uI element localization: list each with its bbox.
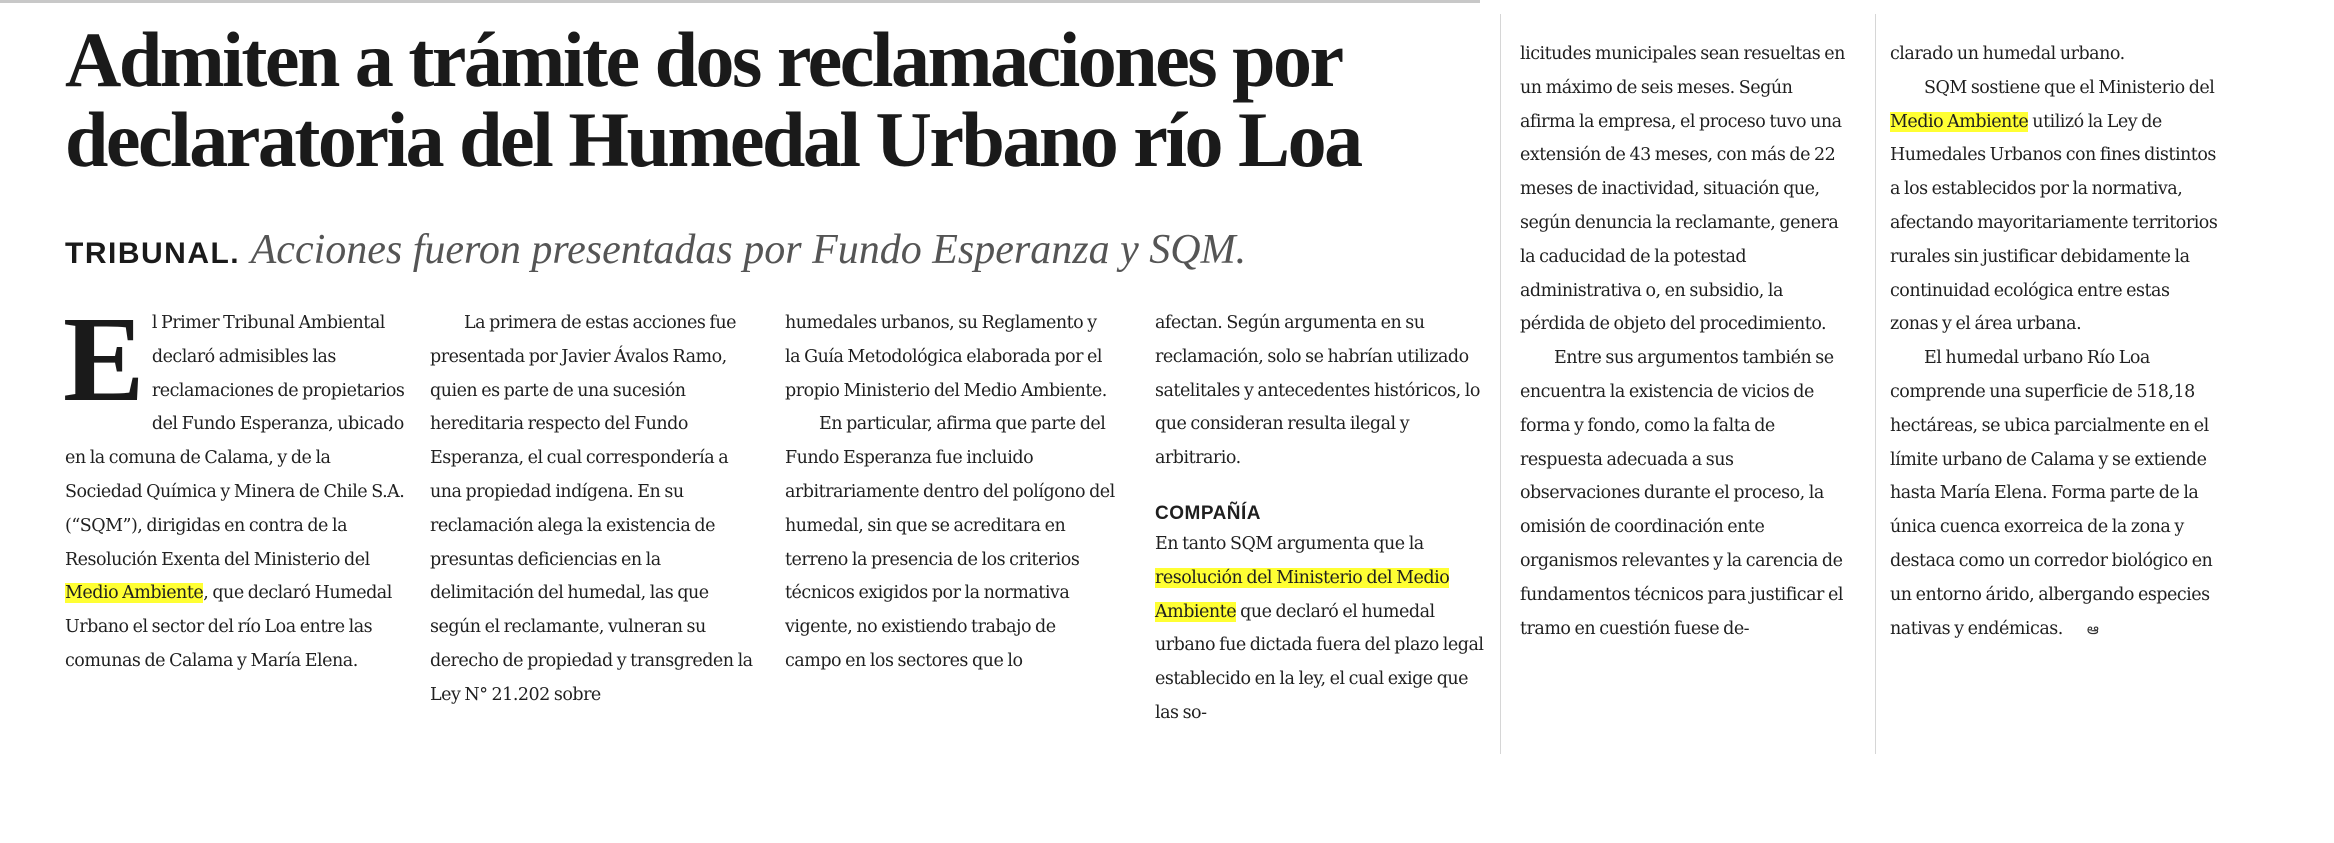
text-run: En particular, afirma que parte del Fundo Esperanza fue incluido arbitrariamente dentro del polígono del humedal, sin que se acreditara en terreno la presencia de los criterios técnicos exigidos por la normativa vigente, no existiendo trabajo de campo en los sectores que lo [785,414,1115,671]
section-subhead: COMPAÑÍA [1155,502,1262,524]
paragraph [430,307,760,713]
text-run: , que declaró Humedal Urbano el sector del río Loa entre las comunas de Calama y María Elena. [65,583,392,671]
text-run: En tanto SQM argumenta que la [1155,533,1424,554]
column-1 [63,292,405,679]
paragraph [1890,72,2220,342]
text-run: Entre sus argumentos también se encuentra la existencia de vicios de forma y fondo, como la falta de respuesta adecuada a sus observaciones durante el proceso, la omisión de coordinación ente organismos relevantes y la carencia de fundamentos técnicos para justificar el tramo en cuestión fuese de- [1520,348,1843,639]
top-rule [0,0,1480,3]
end-of-article-icon: ఆ [2086,619,2099,638]
text-run: afectan. Según argumenta en su reclamación, solo se habrían utilizado satelitales y antecedentes históricos, lo que consideran resulta ilegal y arbitrario. [1155,313,1480,469]
column-4 [1155,307,1485,731]
kicker-label: TRIBUNAL. [65,237,241,270]
paragraph [1520,342,1850,646]
column-3 [785,307,1115,679]
paragraph [785,408,1115,678]
paragraph [1890,38,2220,72]
text-run: clarado un humedal urbano. [1890,44,2125,64]
highlighted-text: resolución del Ministerio del Medio Ambiente [1155,567,1450,622]
headline-line-1: Admiten a trámite dos reclamaciones por [65,16,1342,103]
drop-cap: E [63,292,144,427]
text-run: SQM sostiene que el Ministerio del [1924,77,2215,98]
paragraph [785,307,1115,408]
text-run: l Primer Tribunal Ambiental declaró admisibles las reclamaciones de propietarios del Fundo Esperanza, ubicado en la comuna de Calama, y de la Sociedad Química y Minera de Chile S.A. (“SQM”), dirigidas en contra de la Resolución Exenta del Ministerio del [65,313,405,570]
paragraph [1890,342,2220,646]
column-divider [1875,14,1876,754]
text-run: La primera de estas acciones fue presentada por Javier Ávalos Ramo, quien es parte de una sucesión hereditaria respecto del Fundo Esperanza, el cual correspondería a una propiedad indígena. En su reclamación alega la existencia de presuntas deficiencias en la delimitación del humedal, las que según el reclamante, vulneran su derecho de propiedad y transgreden la Ley N° 21.202 sobre [430,313,753,705]
kicker [65,225,1246,279]
column-2 [430,307,760,713]
highlighted-text: Medio Ambiente [1890,111,2029,132]
column-divider [1500,14,1501,754]
text-run: licitudes municipales sean resueltas en un máximo de seis meses. Según afirma la empresa, el proceso tuvo una extensión de 43 meses, con más de 22 meses de inactividad, situación que, según denuncia la reclamante, genera la caducidad de la potestad administrativa o, en subsidio, la pérdida de objeto del procedimiento. [1520,44,1845,335]
paragraph [1520,38,1850,342]
text-run: El humedal urbano Río Loa comprende una superficie de 518,18 hectáreas, se ubica parcialmente en el límite urbano de Calama y se extiende hasta María Elena. Forma parte de la única cuenca exorreica de la zona y destaca como un corredor biológico en un entorno árido, albergando especies nativas y endémicas. [1890,348,2213,639]
column-5 [1520,38,1850,646]
highlighted-text: Medio Ambiente [65,583,204,604]
text-run: humedales urbanos, su Reglamento y la Guía Metodológica elaborada por el propio Ministerio del Medio Ambiente. [785,313,1107,401]
text-run: utilizó la Ley de Humedales Urbanos con fines distintos a los establecidos por la normativa, afectando mayoritariamente territorios rurales sin justificar debidamente la continuidad ecológica entre estas zonas y el área urbana. [1890,111,2218,335]
column-6 [1890,38,2220,646]
paragraph [1155,307,1485,476]
text-run: que declaró el humedal urbano fue dictada fuera del plazo legal establecido en la ley, el cual exige que las so- [1155,601,1484,723]
headline-line-2: declaratoria del Humedal Urbano río Loa [65,96,1361,183]
kicker-text: Acciones fueron presentadas por Fundo Esperanza y SQM. [250,227,1247,273]
headline [65,16,1465,183]
paragraph [1155,528,1485,731]
